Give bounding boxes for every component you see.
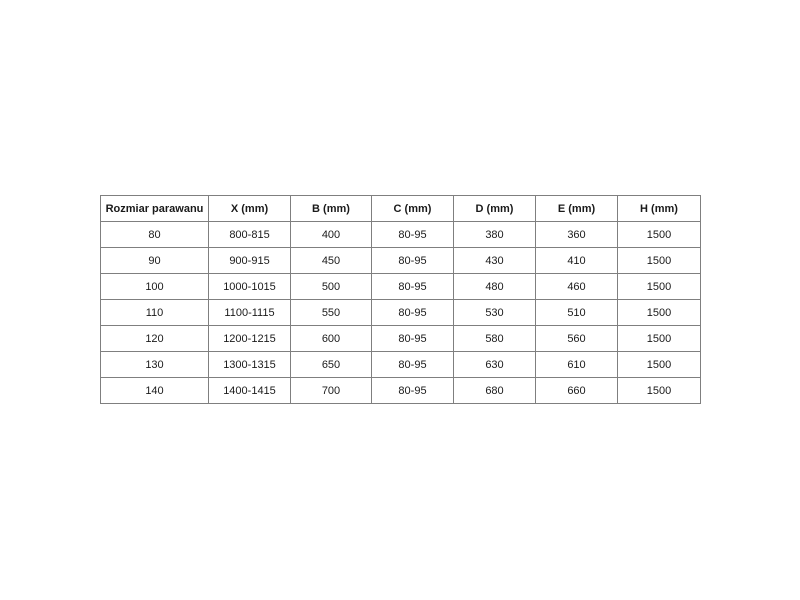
table-cell: 80-95 bbox=[372, 326, 454, 352]
table-cell: 1200-1215 bbox=[209, 326, 291, 352]
table-cell: 480 bbox=[454, 274, 536, 300]
table-cell: 680 bbox=[454, 378, 536, 404]
table-cell: 380 bbox=[454, 222, 536, 248]
table-cell: 430 bbox=[454, 248, 536, 274]
table-cell: 500 bbox=[291, 274, 372, 300]
table-cell: 130 bbox=[101, 352, 209, 378]
table-cell: 100 bbox=[101, 274, 209, 300]
table-cell: 900-915 bbox=[209, 248, 291, 274]
table-cell: 1500 bbox=[618, 274, 701, 300]
table-row bbox=[101, 274, 701, 300]
table-cell: 1300-1315 bbox=[209, 352, 291, 378]
table-header-row bbox=[101, 196, 701, 222]
table-cell: 1500 bbox=[618, 248, 701, 274]
header-d: D (mm) bbox=[454, 196, 536, 222]
table-cell: 700 bbox=[291, 378, 372, 404]
table-cell: 80-95 bbox=[372, 222, 454, 248]
table-row bbox=[101, 300, 701, 326]
table-cell: 450 bbox=[291, 248, 372, 274]
table-cell: 410 bbox=[536, 248, 618, 274]
header-size: Rozmiar parawanu bbox=[101, 196, 209, 222]
table-cell: 550 bbox=[291, 300, 372, 326]
table-row bbox=[101, 222, 701, 248]
table-cell: 80-95 bbox=[372, 352, 454, 378]
table-cell: 80-95 bbox=[372, 274, 454, 300]
table-row bbox=[101, 378, 701, 404]
table-cell: 460 bbox=[536, 274, 618, 300]
table-cell: 80 bbox=[101, 222, 209, 248]
table-cell: 80-95 bbox=[372, 378, 454, 404]
table-cell: 110 bbox=[101, 300, 209, 326]
table-cell: 800-815 bbox=[209, 222, 291, 248]
table-cell: 1500 bbox=[618, 352, 701, 378]
table-cell: 650 bbox=[291, 352, 372, 378]
table-cell: 660 bbox=[536, 378, 618, 404]
table-cell: 1100-1115 bbox=[209, 300, 291, 326]
table-row bbox=[101, 352, 701, 378]
table-cell: 90 bbox=[101, 248, 209, 274]
table-row bbox=[101, 248, 701, 274]
header-h: H (mm) bbox=[618, 196, 701, 222]
table-cell: 630 bbox=[454, 352, 536, 378]
table-cell: 1500 bbox=[618, 300, 701, 326]
table-cell: 530 bbox=[454, 300, 536, 326]
table-cell: 580 bbox=[454, 326, 536, 352]
table-cell: 140 bbox=[101, 378, 209, 404]
table-cell: 1400-1415 bbox=[209, 378, 291, 404]
header-e: E (mm) bbox=[536, 196, 618, 222]
table-cell: 1500 bbox=[618, 378, 701, 404]
table-cell: 120 bbox=[101, 326, 209, 352]
table-cell: 80-95 bbox=[372, 300, 454, 326]
table-cell: 600 bbox=[291, 326, 372, 352]
table-cell: 80-95 bbox=[372, 248, 454, 274]
table-cell: 1000-1015 bbox=[209, 274, 291, 300]
table-cell: 360 bbox=[536, 222, 618, 248]
table-row bbox=[101, 326, 701, 352]
header-b: B (mm) bbox=[291, 196, 372, 222]
table-cell: 610 bbox=[536, 352, 618, 378]
table-cell: 400 bbox=[291, 222, 372, 248]
table-cell: 1500 bbox=[618, 222, 701, 248]
header-c: C (mm) bbox=[372, 196, 454, 222]
table-cell: 510 bbox=[536, 300, 618, 326]
table-cell: 1500 bbox=[618, 326, 701, 352]
dimensions-table bbox=[100, 195, 701, 404]
header-x: X (mm) bbox=[209, 196, 291, 222]
table-cell: 560 bbox=[536, 326, 618, 352]
